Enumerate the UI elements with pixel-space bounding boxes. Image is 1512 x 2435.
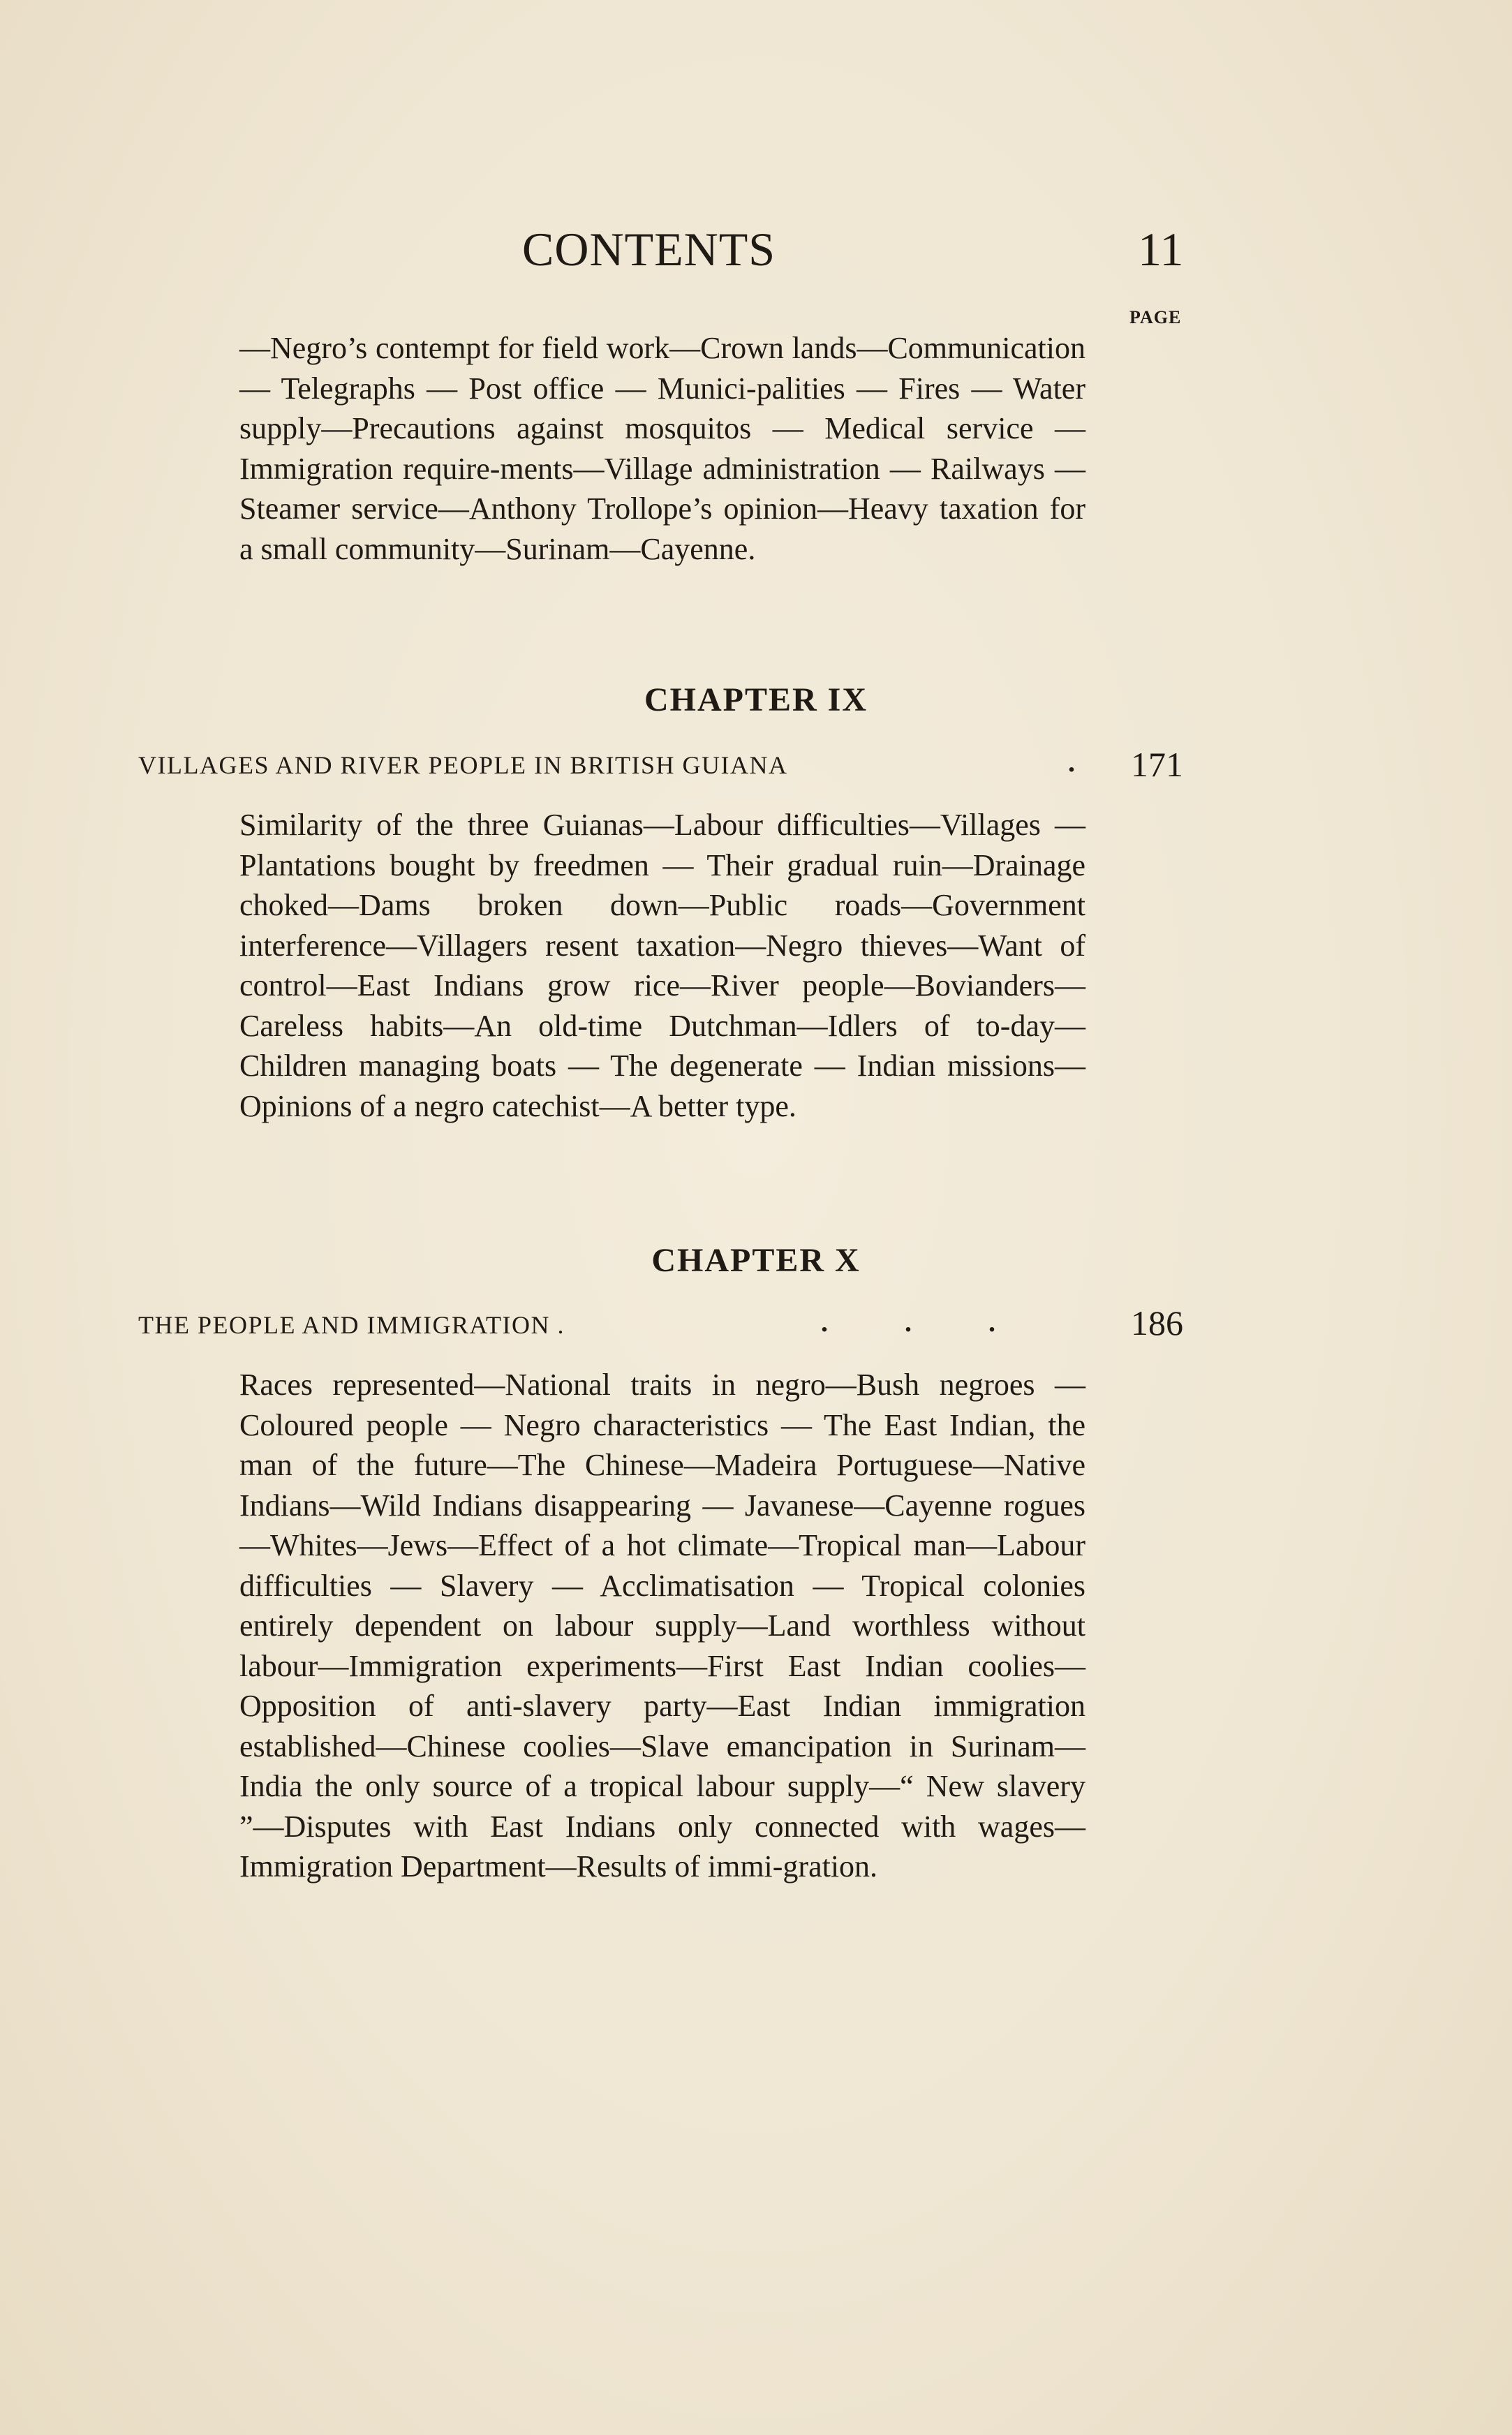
- chapter-ix-heading: CHAPTER IX: [644, 681, 868, 718]
- running-head: [0, 222, 1512, 285]
- page-number: 11: [1138, 223, 1184, 276]
- continued-chapter-summary: —Negro’s contempt for field work—Crown lands—Communication — Telegraphs — Post office — Munici-palities — Fires — Water supply—Precautions against mosquitos — Medical service — Immigration require-ments—Village administration — Railways — Steamer service—Anthony Trollope’s opinion—Heavy taxation for a small community—Surinam—Cayenne.: [239, 331, 1085, 566]
- chapter-x-summary: Races represented—National traits in negro—Bush negroes — Coloured people — Negro characteristics — The East Indian, the man of the future—The Chinese—Madeira Portuguese—Native Indians—Wild Indians disappearing — Javanese—Cayenne rogues—Whites—Jews—Effect of a hot climate—Tropical man—Labour difficulties — Slavery — Acclimatisation — Tropical colonies entirely dependent on labour supply—Land worthless without labour—Immigration experiments—First East Indian coolies—Opposition of anti-slavery party—East Indian immigration established—Chinese coolies—Slave emancipation in Surinam—India the only source of a tropical labour supply—“ New slavery ”—Disputes with East Indians only connected with wages—Immigration Department—Results of immi-gration.: [239, 1368, 1085, 1883]
- page-column-label: PAGE: [1129, 307, 1182, 327]
- chapter-x-page-number: 186: [1131, 1303, 1183, 1342]
- chapter-x-leader-dots: . . .: [821, 1306, 995, 1338]
- chapter-ix-summary: Similarity of the three Guianas—Labour difficulties—Villages — Plantations bought by freedmen — Their gradual ruin—Drainage choked—Dams broken down—Public roads—Government interference—Villagers resent taxation—Negro thieves—Want of control—East Indians grow rice—River people—Bovianders—Careless habits—An old-time Dutchman—Idlers of to-day—Children managing boats — The degenerate — Indian missions—Opinions of a negro catechist—A better type.: [239, 808, 1085, 1123]
- chapter-ix-leader-dots: .: [1068, 746, 1075, 778]
- chapter-x-title: THE PEOPLE AND IMMIGRATION .: [138, 1311, 565, 1339]
- chapter-ix-title: VILLAGES AND RIVER PEOPLE IN BRITISH GUIANA: [138, 751, 788, 779]
- chapter-x-heading: CHAPTER X: [651, 1242, 861, 1279]
- chapter-ix-page-number: 171: [1131, 745, 1183, 784]
- page-title: CONTENTS: [522, 223, 776, 276]
